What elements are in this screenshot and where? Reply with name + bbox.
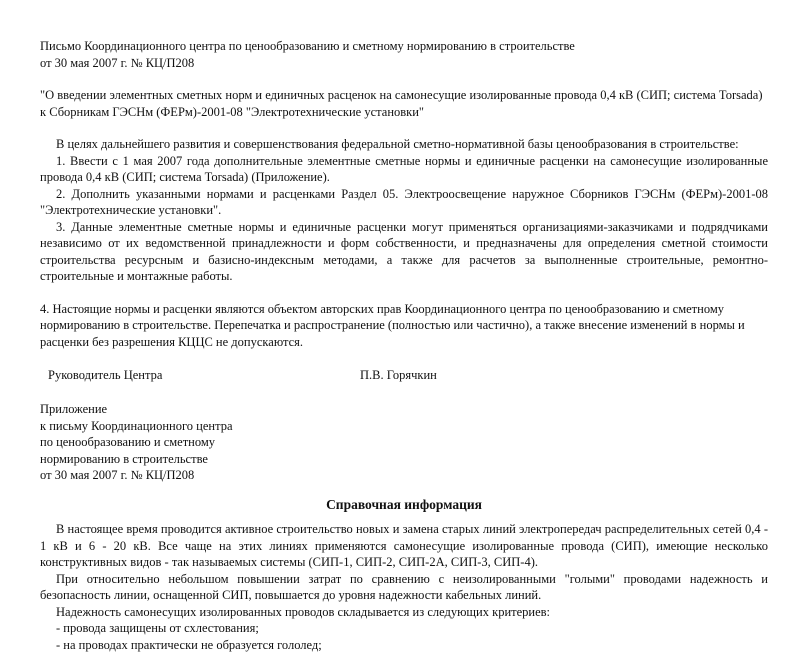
appendix-line-1: Приложение (40, 401, 768, 418)
section-heading: Справочная информация (40, 497, 768, 514)
appendix-line-3: по ценообразованию и сметному (40, 434, 768, 451)
appendix-line-5: от 30 мая 2007 г. № КЦ/П208 (40, 467, 768, 484)
reference-paragraph-1: В настоящее время проводится активное строительство новых и замена старых линий электропередач распределительных сетей 0,4 - 1 кВ и 6 - 20 кВ. Все чаще на этих линиях применяются самонесущие изолированные провода (СИП), имеющие несколько конструктивных видов - так называемых системы (СИП-1, СИП-2, СИП-2А, СИП-3, СИП-4). (40, 521, 768, 571)
reference-paragraph-2: При относительно небольшом повышении затрат по сравнению с неизолированными "голыми" проводами надежность и безопасность линии, оснащенной СИП, повышается до уровня надежности кабельных линий. (40, 571, 768, 604)
letter-item-1: 1. Ввести с 1 мая 2007 года дополнительные элементные сметные нормы и единичные расценки на самонесущие изолированные провода 0,4 кВ (СИП; система Torsada) (Приложение). (40, 153, 768, 186)
signature-name: П.В. Горячкин (360, 367, 437, 384)
reference-paragraph-3: Надежность самонесущих изолированных проводов складывается из следующих критериев: (40, 604, 768, 621)
letter-header-line2: от 30 мая 2007 г. № КЦ/П208 (40, 55, 768, 72)
letter-item-3: 3. Данные элементные сметные нормы и единичные расценки могут применяться организациями-заказчиками и подрядчиками независимо от их ведомственной принадлежности и форм собственности, и предназначены для определения сметной стоимости строительства ресурсным и базисно-индексным методами, а также для расчетов за выполненные строительные, ремонтно-строительные и монтажные работы. (40, 219, 768, 285)
reference-bullet-2: - на проводах практически не образуется гололед; (40, 637, 768, 653)
appendix-line-4: нормированию в строительстве (40, 451, 768, 468)
letter-subject: "О введении элементных сметных норм и единичных расценок на самонесущие изолированные провода 0,4 кВ (СИП; система Torsada) к Сборникам ГЭСНм (ФЕРм)-2001-08 "Электротехнические установки" (40, 87, 768, 120)
letter-item-4: 4. Настоящие нормы и расценки являются объектом авторских прав Координационного центра по ценообразованию и сметному нормированию в строительстве. Перепечатка и распространение (полностью или частично), а также внесение изменений в нормы и расценки без разрешения КЦЦС не допускаются. (40, 301, 768, 351)
signature-block (40, 367, 768, 384)
letter-item-2: 2. Дополнить указанными нормами и расценками Раздел 05. Электроосвещение наружное Сборников ГЭСНм (ФЕРм)-2001-08 "Электротехнические установки". (40, 186, 768, 219)
letter-intro: В целях дальнейшего развития и совершенствования федеральной сметно-нормативной базы ценообразования в строительстве: (40, 136, 768, 153)
appendix-line-2: к письму Координационного центра (40, 418, 768, 435)
signature-title: Руководитель Центра (48, 367, 162, 384)
appendix-reference (40, 401, 768, 484)
reference-bullet-1: - провода защищены от схлестования; (40, 620, 768, 637)
document-page (40, 38, 768, 653)
letter-header-line1: Письмо Координационного центра по ценообразованию и сметному нормированию в строительстве (40, 38, 768, 55)
